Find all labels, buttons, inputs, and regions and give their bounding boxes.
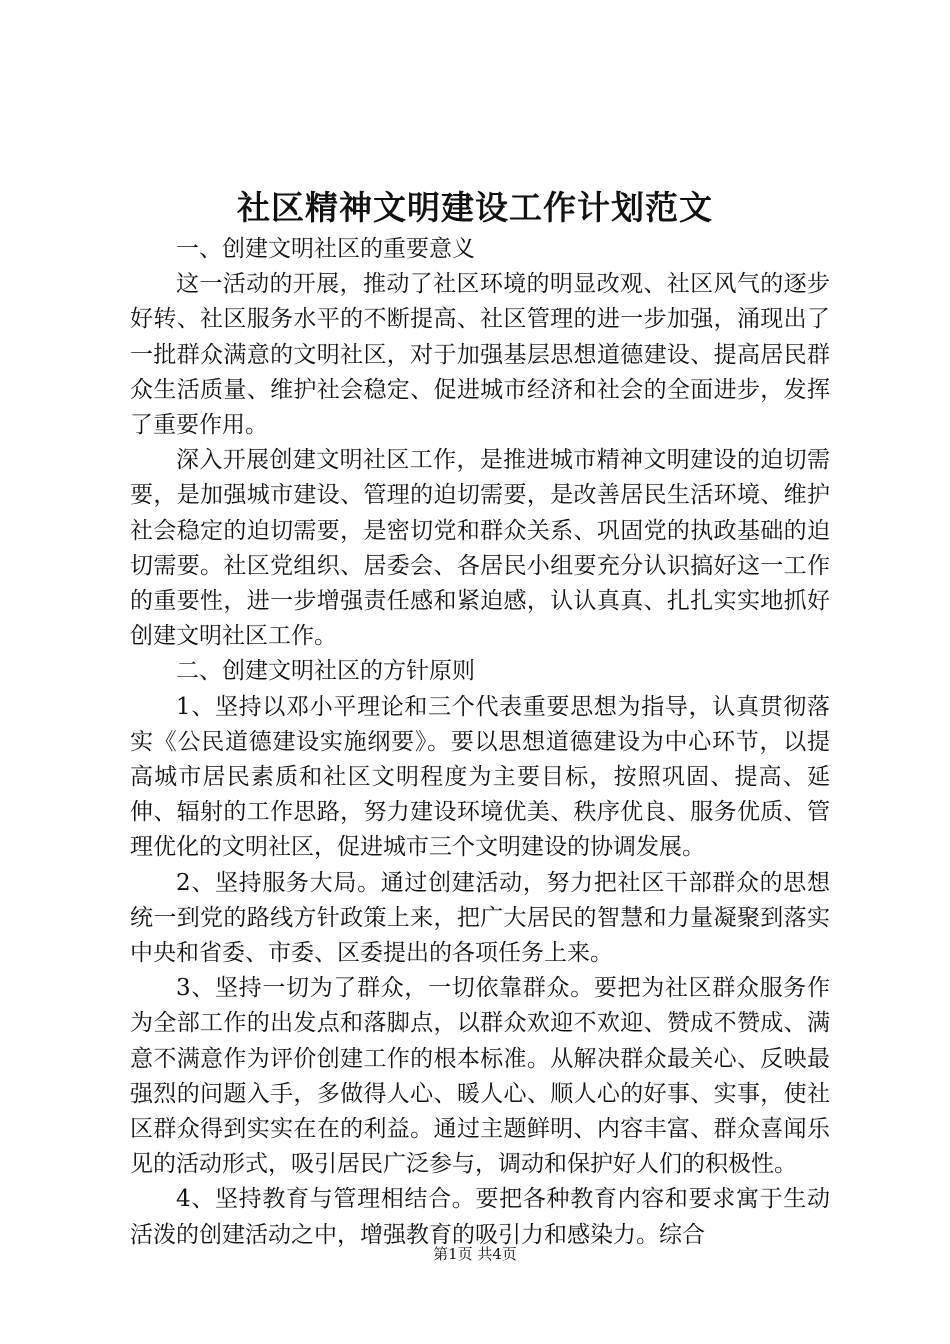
body-paragraph: 这一活动的开展，推动了社区环境的明显改观、社区风气的逐步好转、社区服务水平的不断提高、社区管理的进一步加强，涌现出了一批群众满意的文明社区，对于加强基层思想道德建设、提高居民群众生活质量、维护社会稳定、促进城市经济和社会的全面进步，发挥了重要作用。 [130, 271, 830, 439]
section-heading: 一、创建文明社区的重要意义 [176, 236, 475, 262]
body-paragraph: 4、坚持教育与管理相结合。要把各种教育内容和要求寓于生动活泼的创建活动之中，增强教育的吸引力和感染力。综合 [130, 1186, 830, 1248]
body-paragraph: 深入开展创建文明社区工作，是推进城市精神文明建设的迫切需要，是加强城市建设、管理的迫切需要，是改善居民生活环境、维护社会稳定的迫切需要，是密切党和群众关系、巩固党的执政基础的迫切需要。社区党组织、居委会、各居民小组要充分认识搞好这一工作的重要性，进一步增强责任感和紧迫感，认认真真、扎扎实实地抓好创建文明社区工作。 [130, 447, 830, 650]
body-paragraph: 1、坚持以邓小平理论和三个代表重要思想为指导，认真贯彻落实《公民道德建设实施纲要》。要以思想道德建设为中心环节，以提高城市居民素质和社区文明程度为主要目标，按照巩固、提高、延伸、辐射的工作思路，努力建设环境优美、秩序优良、服务优质、管理优化的文明社区，促进城市三个文明建设的协调发展。 [130, 693, 830, 861]
document-title: 社区精神文明建设工作计划范文 [237, 188, 713, 227]
page-footer: 第1页 共4页 [433, 1245, 517, 1263]
body-paragraph: 2、坚持服务大局。通过创建活动，努力把社区干部群众的思想统一到党的路线方针政策上来，把广大居民的智慧和力量凝聚到落实中央和省委、市委、区委提出的各项任务上来。 [130, 869, 830, 967]
section-heading: 二、创建文明社区的方针原则 [176, 658, 475, 685]
body-paragraph: 3、坚持一切为了群众，一切依靠群众。要把为社区群众服务作为全部工作的出发点和落脚点，以群众欢迎不欢迎、赞成不赞成、满意不满意作为评价创建工作的根本标准。从解决群众最关心、反映最强烈的问题入手，多做得人心、暖人心、顺人心的好事、实事，使社区群众得到实实在在的利益。通过主题鲜明、内容丰富、群众喜闻乐见的活动形式，吸引居民广泛参与，调动和保护好人们的积极性。 [130, 975, 830, 1178]
document-body [130, 232, 830, 1253]
